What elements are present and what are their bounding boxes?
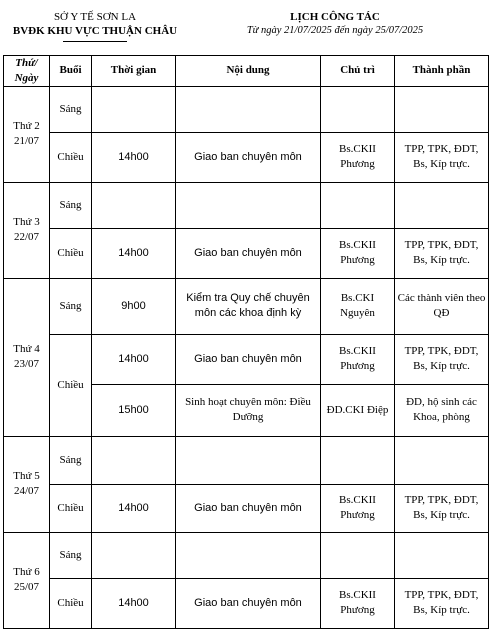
time-cell: 14h00 — [92, 228, 176, 278]
host-cell: Bs.CKII Phương — [321, 132, 395, 182]
host-cell: Bs.CKII Phương — [321, 484, 395, 532]
time-cell — [92, 436, 176, 484]
day-cell: Thứ 6 25/07 — [4, 532, 50, 628]
header-time: Thời gian — [92, 56, 176, 87]
header-content: Nội dung — [176, 56, 321, 87]
host-cell: Bs.CKII Phương — [321, 334, 395, 384]
session-cell: Sáng — [50, 86, 92, 132]
members-cell — [395, 532, 489, 578]
members-cell: TPP, TPK, ĐDT, Bs, Kíp trực. — [395, 132, 489, 182]
session-cell: Sáng — [50, 278, 92, 334]
header-divider — [63, 41, 127, 42]
time-cell: 9h00 — [92, 278, 176, 334]
org-department: SỞ Y TẾ SƠN LA — [53, 11, 137, 23]
members-cell: TPP, TPK, ĐDT, Bs, Kíp trực. — [395, 228, 489, 278]
header-members: Thành phần — [395, 56, 489, 87]
table-row — [4, 532, 489, 578]
members-cell: TPP, TPK, ĐDT, Bs, Kíp trực. — [395, 484, 489, 532]
session-cell: Sáng — [50, 532, 92, 578]
host-cell — [321, 532, 395, 578]
session-cell: Chiều — [50, 228, 92, 278]
time-cell: 14h00 — [92, 132, 176, 182]
document-title: LỊCH CÔNG TÁC — [290, 11, 380, 23]
header-session: Buổi — [50, 56, 92, 87]
header-day: Thứ/ Ngày — [4, 56, 50, 87]
table-header-row — [4, 56, 489, 87]
host-cell: Bs.CKII Phương — [321, 578, 395, 628]
time-cell — [92, 532, 176, 578]
time-cell: 14h00 — [92, 334, 176, 384]
members-cell — [395, 436, 489, 484]
members-cell — [395, 86, 489, 132]
date-range: Từ ngày 21/07/2025 đến ngày 25/07/2025 — [246, 25, 424, 36]
session-cell: Chiều — [50, 578, 92, 628]
table-row — [4, 182, 489, 228]
day-cell: Thứ 3 22/07 — [4, 182, 50, 278]
content-cell: Giao ban chuyên môn — [176, 132, 321, 182]
members-cell: ĐD, hộ sinh các Khoa, phòng — [395, 384, 489, 436]
host-cell — [321, 86, 395, 132]
host-cell: ĐD.CKI Điệp — [321, 384, 395, 436]
table-row — [4, 132, 489, 182]
members-cell: TPP, TPK, ĐDT, Bs, Kíp trực. — [395, 334, 489, 384]
header-host: Chủ trì — [321, 56, 395, 87]
time-cell: 15h00 — [92, 384, 176, 436]
time-cell: 14h00 — [92, 484, 176, 532]
members-cell: Các thành viên theo QĐ — [395, 278, 489, 334]
document-header — [0, 0, 489, 52]
content-cell — [176, 86, 321, 132]
day-cell: Thứ 2 21/07 — [4, 86, 50, 182]
session-cell: Sáng — [50, 436, 92, 484]
host-cell — [321, 436, 395, 484]
content-cell: Giao ban chuyên môn — [176, 484, 321, 532]
time-cell: 14h00 — [92, 578, 176, 628]
table-row — [4, 86, 489, 132]
host-cell — [321, 182, 395, 228]
day-cell: Thứ 5 24/07 — [4, 436, 50, 532]
time-cell — [92, 86, 176, 132]
host-cell: Bs.CKII Phương — [321, 228, 395, 278]
session-cell: Sáng — [50, 182, 92, 228]
org-hospital: BVĐK KHU VỰC THUẬN CHÂU — [12, 25, 178, 37]
content-cell — [176, 436, 321, 484]
session-cell: Chiều — [50, 484, 92, 532]
session-cell: Chiều — [50, 132, 92, 182]
session-cell: Chiều — [50, 334, 92, 436]
day-cell: Thứ 4 23/07 — [4, 278, 50, 436]
table-row — [4, 436, 489, 484]
content-cell: Giao ban chuyên môn — [176, 334, 321, 384]
members-cell: TPP, TPK, ĐDT, Bs, Kíp trực. — [395, 578, 489, 628]
members-cell — [395, 182, 489, 228]
content-cell: Giao ban chuyên môn — [176, 228, 321, 278]
table-row — [4, 278, 489, 334]
content-cell — [176, 532, 321, 578]
table-row — [4, 228, 489, 278]
content-cell — [176, 182, 321, 228]
time-cell — [92, 182, 176, 228]
table-row — [4, 484, 489, 532]
content-cell: Kiểm tra Quy chế chuyên môn các khoa định kỳ — [176, 278, 321, 334]
table-row — [4, 334, 489, 384]
schedule-table — [3, 55, 489, 629]
content-cell: Giao ban chuyên môn — [176, 578, 321, 628]
host-cell: Bs.CKI Nguyên — [321, 278, 395, 334]
content-cell: Sinh hoạt chuyên môn: Điều Dưỡng — [176, 384, 321, 436]
table-row — [4, 578, 489, 628]
